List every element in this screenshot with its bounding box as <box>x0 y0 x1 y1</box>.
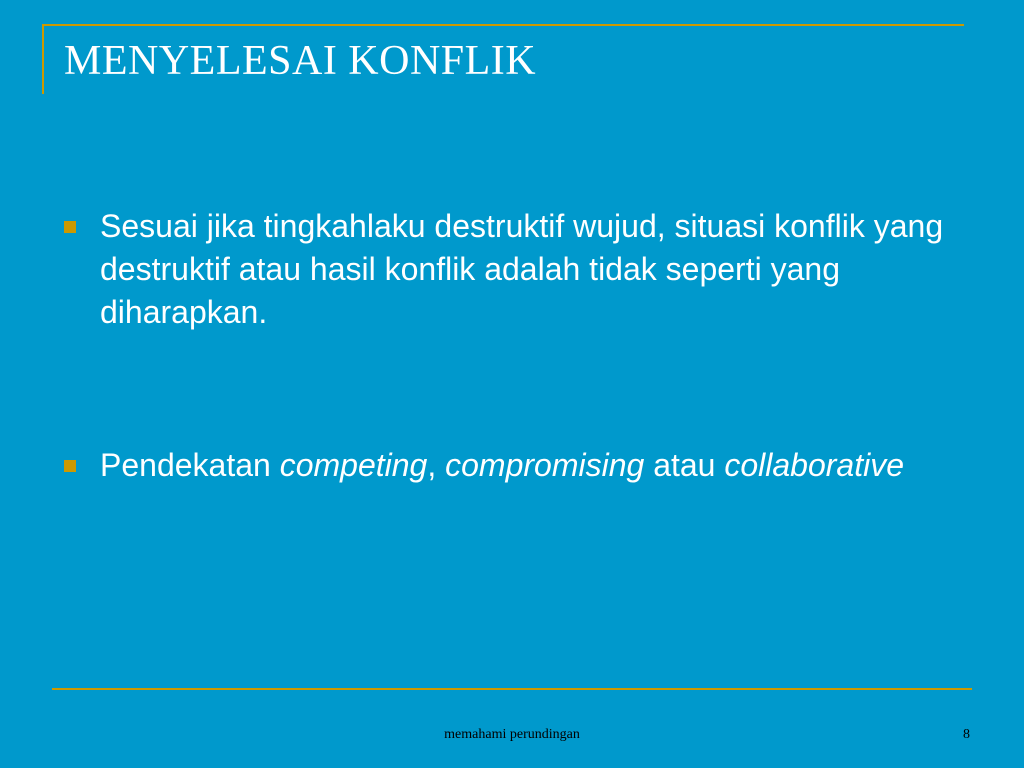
square-bullet-icon <box>64 460 76 472</box>
bullet-item <box>62 444 962 487</box>
bullet-text: Sesuai jika tingkahlaku destruktif wujud, situasi konflik yang destruktif atau hasil konflik adalah tidak seperti yang diharapkan. <box>100 208 944 330</box>
square-bullet-icon <box>64 221 76 233</box>
footer-rule <box>52 688 972 690</box>
term-competing: competing <box>279 447 428 483</box>
separator-atau: atau <box>644 447 725 483</box>
page-number: 8 <box>963 727 970 742</box>
slide-body <box>62 205 962 487</box>
term-compromising: compromising <box>445 447 645 483</box>
separator-comma: , <box>427 447 446 483</box>
title-rule-top <box>42 24 964 26</box>
bullet-item <box>62 205 962 334</box>
footer-text: memahami perundingan <box>444 727 580 742</box>
term-collaborative: collaborative <box>724 447 905 483</box>
title-rule-left <box>42 24 44 94</box>
slide-title: MENYELESAI KONFLIK <box>64 38 537 84</box>
bullet-prefix: Pendekatan <box>100 447 280 483</box>
